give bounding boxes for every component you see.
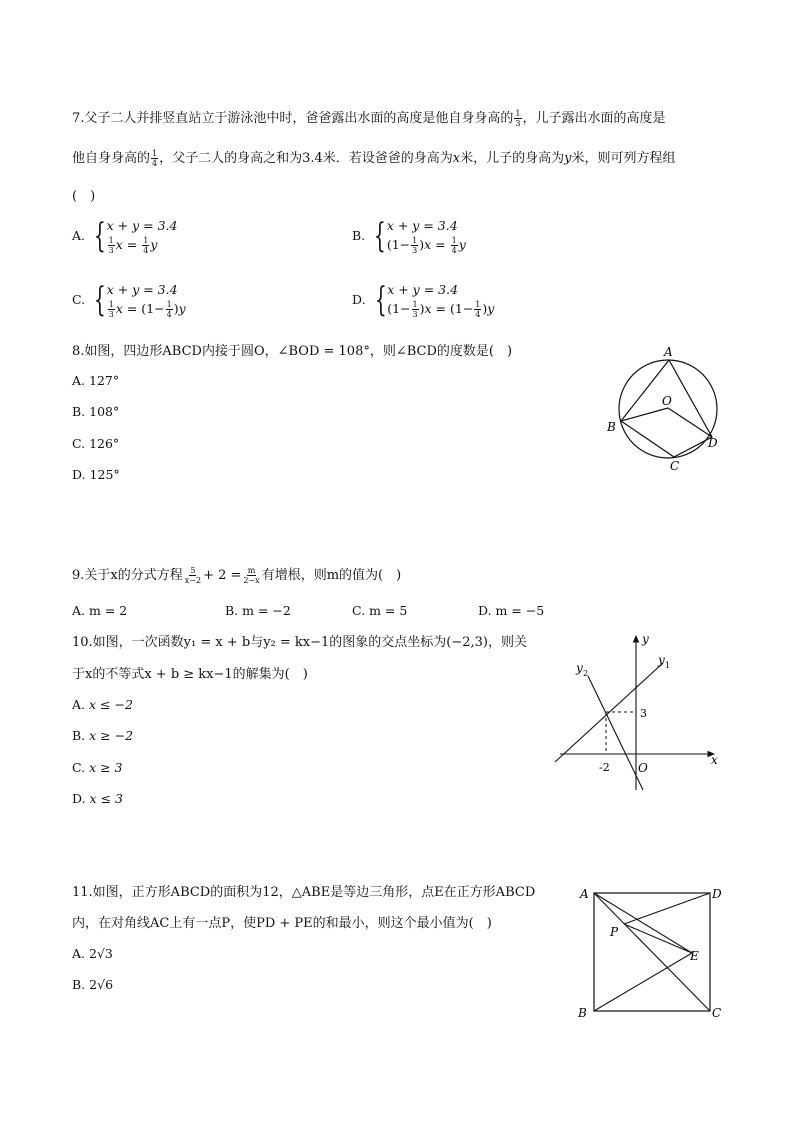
y-axis-label: y	[642, 632, 649, 646]
tick-label-y: 3	[640, 707, 647, 720]
point-b-label: B	[607, 420, 616, 434]
q10-option-c[interactable]: C. x ≥ 3	[72, 760, 123, 775]
q10-option-d[interactable]: D. x ≤ 3	[72, 791, 123, 806]
point-c-label: C	[670, 459, 680, 473]
q7-fraction-dad: $\frac{1}{3}$	[515, 109, 521, 128]
q7-answer-paren: ( )	[72, 189, 96, 204]
q10-graph-figure	[550, 630, 730, 795]
q9-fraction-2: $\frac{m}{2-x}$	[243, 566, 260, 585]
q11-option-b[interactable]: B. 2√6	[72, 977, 114, 992]
line-y2-label: y	[576, 661, 583, 675]
q11-square-figure	[572, 880, 732, 1025]
q7-stem-line1: 7.父子二人并排竖直站立于游泳池中时，爸爸露出水面的高度是他自身身高的 $\frac{1}{3}$ ，儿子露出水面的高度是	[72, 109, 666, 128]
tick-label-x: -2	[599, 761, 610, 774]
line-y1-subscript: 1	[665, 661, 671, 670]
q8-option-a[interactable]: A. 127°	[72, 373, 120, 388]
point-o-label: O	[662, 394, 672, 408]
q11-stem-line1: 11.如图，正方形ABCD的面积为12，△ABE是等边三角形，点E在正方形ABCD	[72, 885, 536, 900]
q11-stem-line2: 内，在对角线AC上有一点P，使PD + PE的和最小，则这个最小值为( )	[72, 916, 492, 931]
radius-ob	[621, 408, 668, 421]
line-y2-subscript: 2	[583, 669, 589, 678]
point-a-label: A	[580, 887, 589, 901]
q9-option-b[interactable]: B. m = −2	[225, 603, 291, 618]
point-e-label: E	[690, 949, 699, 963]
q11-option-a[interactable]: A. 2√3	[72, 946, 113, 961]
q10-option-b[interactable]: B. x ≥ −2	[72, 728, 134, 743]
segment-pd	[624, 893, 710, 924]
x-axis-label: x	[711, 753, 718, 767]
segment-ae	[594, 893, 692, 953]
q7-fraction-son: $\frac{1}{4}$	[152, 149, 158, 168]
line-y1-label: y	[658, 653, 665, 667]
point-a-label: A	[664, 345, 673, 359]
q7-option-d[interactable]: D. { x + y = 3.4 (1− $\frac{1}{3}$ )x = (1− $\frac{1}{4}$ )y	[352, 279, 495, 320]
q10-option-a[interactable]: A. x ≤ −2	[72, 697, 133, 712]
point-b-label: B	[578, 1006, 587, 1020]
q7-option-c[interactable]: C. { x + y = 3.4 $\frac{1}{3}$ x = (1− $\frac{1}{4}$ )y	[72, 279, 186, 320]
point-p-label: P	[610, 925, 619, 939]
q8-option-c[interactable]: C. 126°	[72, 436, 120, 451]
q7-option-b[interactable]: B. { x + y = 3.4 (1− $\frac{1}{3}$ )x = $\frac{1}{4}$ y	[352, 215, 466, 256]
q8-stem: 8.如图，四边形ABCD内接于圆O，∠BOD = 108°，则∠BCD的度数是( )	[72, 344, 513, 359]
q9-fraction-1: $\frac{5}{x-2}$	[184, 566, 202, 585]
q10-stem-line2: 于x的不等式x + b ≥ kx−1的解集为( )	[72, 667, 308, 682]
q9-option-c[interactable]: C. m = 5	[352, 603, 408, 618]
segment-pe	[624, 924, 692, 953]
q8-option-d[interactable]: D. 125°	[72, 467, 120, 482]
q9-stem: 9.关于x的分式方程 $\frac{5}{x-2}$ + 2 = $\frac{m}{2-x}$ 有增根，则m的值为( )	[72, 566, 402, 585]
q9-option-a[interactable]: A. m = 2	[72, 603, 128, 618]
point-d-label: D	[708, 436, 718, 450]
point-d-label: D	[712, 887, 722, 901]
segment-be	[594, 953, 692, 1011]
q7-option-a[interactable]: A. { x + y = 3.4 $\frac{1}{3}$ x = $\frac{1}{4}$ y	[72, 215, 178, 256]
origin-label: O	[638, 761, 648, 775]
q10-stem-line1: 10.如图，一次函数y₁ = x + b与y₂ = kx−1的图象的交点坐标为(−2,3)，则关	[72, 635, 527, 650]
point-c-label: C	[712, 1006, 722, 1020]
q8-circle-figure	[600, 340, 730, 475]
line-y2	[588, 676, 643, 790]
circle-o	[619, 360, 717, 458]
q9-option-d[interactable]: D. m = −5	[478, 603, 545, 618]
q8-option-b[interactable]: B. 108°	[72, 404, 120, 419]
radius-od	[668, 408, 712, 437]
q7-stem-line2: 他自身身高的 $\frac{1}{4}$ ，父子二人的身高之和为3.4米．若设爸爸的身高为x米，儿子的身高为y米，则可列方程组	[72, 149, 676, 168]
